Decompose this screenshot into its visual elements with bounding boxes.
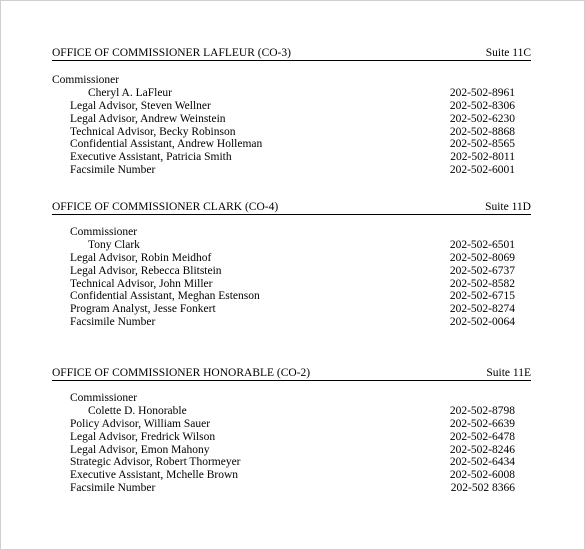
entry-name: Executive Assistant, Mchelle Brown (70, 469, 238, 482)
entry-phone: 202-502-6230 (449, 112, 515, 125)
entry-phone: 202-502-8246 (449, 443, 515, 456)
entry-name: Legal Advisor, Robin Meidhof (70, 251, 212, 264)
office-section-clark (52, 200, 531, 329)
entry-phone: 202-502-8069 (449, 251, 515, 264)
section-header (52, 200, 531, 215)
list-item (52, 482, 531, 495)
directory-entries (52, 226, 531, 329)
list-item (52, 316, 531, 329)
entry-name: Policy Advisor, William Sauer (70, 417, 211, 430)
entry-name: Legal Advisor, Rebecca Blitstein (70, 264, 222, 277)
section-title: OFFICE OF COMMISSIONER HONORABLE (CO-2) (52, 367, 311, 379)
entry-name: Facsimile Number (70, 164, 156, 177)
list-item (52, 469, 531, 482)
section-header (52, 46, 531, 61)
entry-phone: 202-502-6501 (449, 238, 515, 251)
directory-entries (52, 74, 531, 177)
list-item (52, 113, 531, 126)
entry-phone: 202-502-6737 (449, 264, 515, 277)
entry-phone: 202-502-8274 (449, 303, 515, 316)
entry-name: Confidential Assistant, Meghan Estenson (70, 290, 260, 303)
entry-name: Facsimile Number (70, 316, 156, 329)
list-item (52, 239, 531, 252)
directory-entries (52, 392, 531, 495)
section-title: OFFICE OF COMMISSIONER CLARK (CO-4) (52, 201, 279, 213)
entry-name: Tony Clark (88, 238, 140, 251)
entry-phone: 202-502-6008 (449, 469, 515, 482)
list-item (52, 126, 531, 139)
list-item (52, 418, 531, 431)
section-header (52, 366, 531, 381)
entry-phone: 202-502-0064 (449, 316, 515, 329)
list-item (52, 444, 531, 457)
entry-name: Legal Advisor, Steven Wellner (70, 99, 211, 112)
entry-name: Cheryl A. LaFleur (88, 86, 172, 99)
entry-phone: 202-502-8868 (449, 125, 515, 138)
list-item (52, 100, 531, 113)
section-suite: Suite 11D (485, 201, 531, 213)
list-item (52, 405, 531, 418)
entry-phone: 202-502-8565 (449, 138, 515, 151)
entry-name: Confidential Assistant, Andrew Holleman (70, 138, 263, 151)
entry-name: Strategic Advisor, Robert Thormeyer (70, 456, 241, 469)
list-item (52, 303, 531, 316)
list-item (52, 138, 531, 151)
entry-phone: 202-502 8366 (450, 482, 515, 495)
entry-phone: 202-502-8306 (449, 99, 515, 112)
entry-phone: 202-502-8798 (449, 404, 515, 417)
list-item (52, 87, 531, 100)
entry-phone: 202-502-8582 (449, 277, 515, 290)
entry-phone: 202-502-6478 (449, 430, 515, 443)
list-item (52, 456, 531, 469)
entry-name: Facsimile Number (70, 482, 156, 495)
list-item (52, 164, 531, 177)
entry-phone: 202-502-6715 (449, 290, 515, 303)
entry-phone: 202-502-6001 (449, 164, 515, 177)
entry-phone: 202-502-6434 (449, 456, 515, 469)
list-item (52, 278, 531, 291)
entry-name: Colette D. Honorable (88, 404, 187, 417)
entry-name: Executive Assistant, Patricia Smith (70, 151, 232, 164)
list-item (52, 151, 531, 164)
office-section-lafleur (52, 46, 531, 177)
section-title: OFFICE OF COMMISSIONER LAFLEUR (CO-3) (52, 47, 291, 59)
entry-name: Program Analyst, Jesse Fonkert (70, 303, 216, 316)
entry-name: Technical Advisor, John Miller (70, 277, 213, 290)
entry-name: Legal Advisor, Emon Mahony (70, 443, 210, 456)
role-heading: Commissioner (52, 74, 120, 86)
section-suite: Suite 11E (486, 367, 531, 379)
entry-name: Legal Advisor, Andrew Weinstein (70, 112, 226, 125)
entry-phone: 202-502-8011 (450, 151, 515, 164)
list-item (52, 431, 531, 444)
entry-name: Technical Advisor, Becky Robinson (70, 125, 236, 138)
role-heading: Commissioner (70, 392, 138, 404)
entry-phone: 202-502-6639 (449, 417, 515, 430)
list-item (52, 252, 531, 265)
list-item (52, 290, 531, 303)
list-item (52, 265, 531, 278)
office-section-honorable (52, 366, 531, 495)
section-suite: Suite 11C (485, 47, 531, 59)
entry-phone: 202-502-8961 (449, 86, 515, 99)
entry-name: Legal Advisor, Fredrick Wilson (70, 430, 216, 443)
role-heading: Commissioner (70, 226, 138, 238)
